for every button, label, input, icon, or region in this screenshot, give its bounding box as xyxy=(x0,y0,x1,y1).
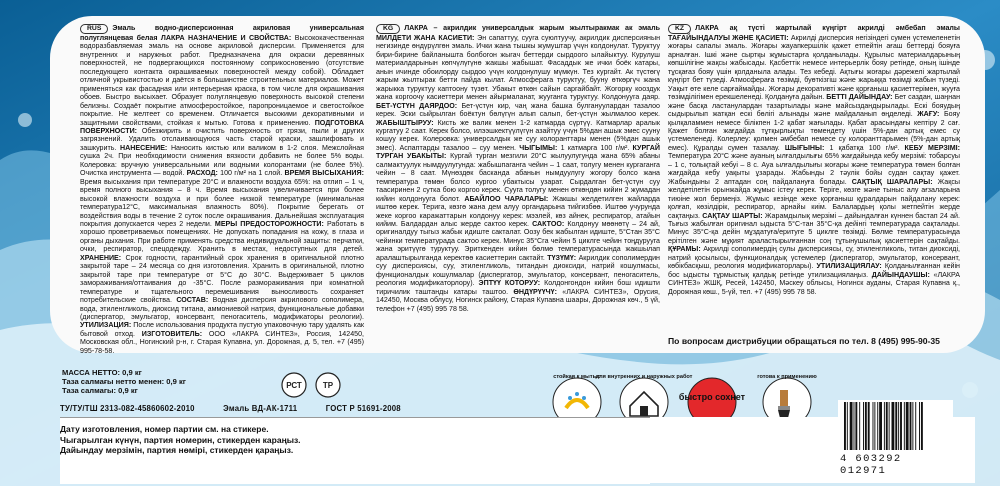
heading-disposal-ru: УТИЛИЗАЦИЯ: xyxy=(80,321,132,330)
heading-prep-kg: БЕТ-ҮСТҮН ДАЯРДОО: xyxy=(376,101,458,110)
barcode-bar xyxy=(844,402,846,450)
heading-manufacturer-ru: ИЗГОТОВИТЕЛЬ: xyxy=(141,329,203,338)
fast-drying-label: быстро сохнет xyxy=(678,392,746,402)
barcode-bar xyxy=(886,402,888,450)
heading-storage-kg: САКТОО: xyxy=(532,219,565,228)
text-panel xyxy=(50,16,985,353)
barcode-bar xyxy=(847,402,848,450)
text-storage-ru: Срок годности, гарантийный срок хранения в оригинальной плотно закрытой таре – 24 месяца со дня изготовления. Хранить в оригинальной, плотно закрытой таре при температуре от 5°С до 30°С. Выдерживает 5 циклов замораживания/оттаивания до -35°С. После размораживания при комнатной температуре и тщательного перемешивания выносливость сохраняет потребительские свойства. xyxy=(80,253,364,305)
barcode-bar xyxy=(900,402,902,450)
wash-resistant-label: стойкая к мытью xyxy=(553,374,601,380)
text-prep-kg: Бет-үстүн кир, чаң жана башка булгануулардан тазалоо керек. Эски сыйрылган боёктун бөлүгүн алып салып, бет-үстүн жылмалоо керек. xyxy=(376,101,660,119)
barcode xyxy=(838,400,953,477)
heading-disposal-kg: ЭПТҮҮ КОТОРУУ: xyxy=(478,279,541,288)
heading-apply-kz: ЖАҒУ: xyxy=(917,110,940,119)
barcode-bar xyxy=(850,402,853,450)
heading-disposal-kz: УТИЛИЗАЦИЯЛАУ: xyxy=(816,262,882,271)
barcode-bar xyxy=(892,402,895,450)
heading-manufacturer-kz: ДАЙЫНДАУШЫ: xyxy=(871,270,930,279)
text-usage-kz: 1 қабатқа 100 г/м². xyxy=(829,143,900,152)
heading-dry-ru: ВРЕМЯ ВЫСЫХАНИЯ: xyxy=(284,169,364,178)
text-composition-kz: Акрилді сополимердің сулы дисперсиясы, су, этиленгликоль, титан диоксиді, натрий қосылысы, функционалдық үстемелер (диспергатор, эмульгатор, консервант, көбікбасқыш, реология модификаторлары). xyxy=(668,245,960,271)
text-disposal-kg: Колдонгондон кийин бош идишти тиричилик таштанды катары таштоо. xyxy=(376,279,660,296)
text-dry-kg: Кургай турган мезгили 20°С жылуулугунда жана 65% абаны салмактуулук нымдуулугунда: жабышпаганга чейин – 1 саат, толугу менен кургаганга чейин – 8 саат. Мүнөздөк басканда абанын нымдуулугу жогору болсо жана температура төмөн болсо кургоо убактысы узарат. Сырдалган бет-үстүн суу таасиринен 2 сутка бою коргоо керек. Сууга толугу менен өткөндөн кийин 2 жумадан кийин колдонууга болот. xyxy=(376,152,660,203)
barcode-bar xyxy=(877,402,878,450)
column-kazakh xyxy=(668,24,960,296)
barcode-number: 4 603292 012971 xyxy=(840,453,902,477)
batch-info-ru: Дату изготовления, номер партии см. на стикере. xyxy=(60,424,269,434)
barcode-bar xyxy=(906,402,909,450)
text-apply-ru: Наносить кистью или валиком в 1-2 слоя. Межслойная сушка 2ч. При необходимости снижения вязкости добавить не более 5% воды. Колеровка: вручную универсальными или водными колорантами (не более 5%). Очистка инструмента — водой. xyxy=(80,143,364,178)
heading-purpose-ru: НАЗНАЧЕНИЕ И СВОЙСТВА: xyxy=(188,34,292,42)
net-weight-kg: Таза салмағы нетто менен: 0,9 кг xyxy=(62,377,186,386)
barcode-bar xyxy=(910,402,912,450)
text-manufacturer-kg: «ЛАКРА СИНТЕЗ», Орусия, 142450, Москва облусу, Ногинск району, Старая Купавна шаары, Дорожная көч., 5 үй, телефон +7 (495) 995 78 58. xyxy=(376,287,660,313)
column-kyrgyz xyxy=(376,24,660,313)
certification-marks xyxy=(280,370,350,400)
text-storage-kz: Жарамдылық мерзімі – дайындалған күннен бастап 24 ай. Тығыз жабылған оригинал ыдыста 5°С-тан 35°С-қа дейінгі температурада сақталады. Минус 35°С-қа дейін мұздатуға/еритуге 5 циклге төзімді. Бөлме температурасында ерітілген және мұқият араластырылғаннан соң тұтынушылық қасиеттерін сақтайды. xyxy=(668,211,960,245)
tr-mark-icon xyxy=(316,373,340,397)
language-tag-kz: KZ xyxy=(668,24,691,34)
tr-mark-label: ТР xyxy=(322,381,334,390)
barcode-bar xyxy=(912,402,913,450)
text-manufacturer-kz: «ЛАКРА СИНТЕЗ» ЖШҚ, Ресей, 142450, Мәскеу облысы, Ногинск ауданы, Старая Купавна қ., Дорожная көш., 5-үй, тел. +7 (495) 995 78 58. xyxy=(668,270,960,296)
indoor-outdoor-label: для внутренних и наружных работ xyxy=(595,374,693,380)
text-prep-kz: Бет саздан, шаңнан және басқа ластанулардан тазартылады және майсыздандырылады. Ескі бояудың сыдырылып жатқан ескі бөлігі алынады және майдаланып өңделеді. xyxy=(668,93,960,119)
heading-apply-kg: ЖАБЫШТЫРУУ: xyxy=(376,118,434,127)
barcode-bar xyxy=(898,402,899,450)
heading-prep-kz: БЕТТІ ДАЙЫНДАУ: xyxy=(826,93,893,102)
barcode-bar xyxy=(874,402,875,450)
barcode-bar xyxy=(865,402,867,450)
heading-usage-kg: ЧЫГЫМЫ: xyxy=(519,143,558,152)
text-safety-kg: Жакшы желдетилген жайларда иштөө керек. Терига, көзгө жана дем алуу органдарына тийгизбөө. Иштөө учурунда жеке коргоо каражаттарын колдонуу керек: мээлей, көз айнек, респиратор, атайын кийим. Балдардан алыс жерде сактоо керек. xyxy=(376,194,660,228)
text-purpose-kz: Акрилді дисперсия негізіндегі сумен үстемеленетін жоғары сапалы эмаль. Жоғары жауапкершілік қажет етпейтін ағаш беттерді бояуға арналған. Ішкі және сыртқы жұмыстарға қолданылады. Құрылыс материалдарының көпшілігіне жақсы жабысады. Қасбеттік немесе интерьерлік бояу ретінде, оның ішінде тұсқағаз бояу үшін қолданыла алады. Тез кебеді. Ақтығы жоғары дәрежелі жартылай күңгірт бет түзеді. Атмосфераға төзімді, буөткізгіш және жарыққа төзімді жабын түзеді. Уақыт өте келе сарғаймайды. Жоғары декоративті және қорғаныш қасиеттерімен, жууға төзімділігімен ерекшеленеді. Қолдануға дайын. xyxy=(668,34,960,102)
heading-purpose-kz: ТАҒАЙЫНДАЛУЫ ЖӘНЕ ҚАСИЕТІ: xyxy=(668,34,789,42)
net-weight-ru: МАССА НЕТТО: 0,9 кг xyxy=(62,368,142,377)
heading-safety-kg: АБАЙЛОО ЧАРАЛАРЫ: xyxy=(464,194,549,203)
text-dry-kz: Температура 20°С және ауаның ылғалдылығы 65% жағдайында кебу мерзімі: тобарсуы – 1 с, толықтай кебуі – 8 с. Ауа ылғалдылығы жоғары және температура төмен болған жағдайда кебу уақыты ұзарады. Жабынды 2 тәулік бойы судан сақтау қажет. Жабындыны 2 аптадан соң пайдалануға болады. xyxy=(668,152,960,186)
heading-safety-kz: САҚТЫҚ ШАРАЛАРЫ: xyxy=(851,177,933,186)
net-weight-kz: Таза салмагы: 0,9 кг xyxy=(62,386,138,395)
heading-composition-kg: ТҮЗҮМҮ: xyxy=(547,253,577,262)
batch-info-kz: Дайындау мерзімін, партия нөмірі, стикерден қараңыз. xyxy=(60,445,294,456)
language-tag-rus: RUS xyxy=(80,24,108,34)
title-kz: ЛАКРА ақ түсті жартылай күңгірт акрилді әмбебап эмалы xyxy=(695,24,960,32)
barcode-bar xyxy=(904,402,905,450)
text-storage-kg: Колдонуу мөөнөтү – 24 ай, оригиналдуу тыгыз жабык идиште сакталат. Оозу бек жабылган идиште, 5°Стан 35°С чейинки температурада сактоо керек. Минус 35°Сга чейин 5 циклге чейин тоңдурууга жана эритүүгө туруктуу. Эриткенден кийин бөлмө температурасында жакшылап аралаштырылганда керектөө касиеттерин сактайт. xyxy=(376,219,660,262)
text-safety-kz: Жақсы желдетілетін орынжайда жұмыс істеу керек. Теріге, көзге және тыныс алу ағзаларына тиюіне жол бермеңіз. Жұмыс кезінде жеке қорғаныш құралдарын пайдалану керек: қолғап, көзілдірік, респиратор, арнайы киім. Балалардың қолы жетпейтін жерде сақтаңыз. xyxy=(668,177,960,220)
barcode-bar xyxy=(863,402,864,450)
heading-safety-ru: МЕРЫ ПРЕДОСТОРОЖНОСТИ: xyxy=(214,219,324,228)
language-tag-kg: KG xyxy=(376,24,400,34)
text-prep-ru: Обезжирить и очистить поверхность от грязи, пыли и других загрязнений. Удалить отслаивающуюся часть старой краски, зашлифовать и зашкурить. xyxy=(80,126,364,152)
barcode-bar xyxy=(921,402,923,450)
heading-purpose-kg: МИЛДЕТИ ЖАНА КАСИЕТИ: xyxy=(376,34,475,42)
heading-usage-ru: РАСХОД: xyxy=(186,169,218,178)
text-disposal-ru: После использования продукта пустую упаковочную тару удалять как бытовой отход. xyxy=(80,321,364,338)
text-apply-kg: Кисть же валик менен 1-2 катмарда сүртүү. Катмарлар аралык кургатуу 2 саат. Керек болсо, илээшкектүүлүгүн азайтуу үчүн 5%дан ашык эмес сууну кошуу керек. Колеровка: универсалдык же суу колоранттары менен (5%дан ашык эмес). Аспаптарды тазалоо – суу менен. xyxy=(376,118,660,152)
text-usage-ru: 100 г/м² на 1 слой. xyxy=(220,169,283,178)
barcode-bar xyxy=(919,402,920,450)
barcode-bar xyxy=(915,402,916,450)
barcode-bar xyxy=(895,402,897,450)
barcode-bars xyxy=(838,400,953,452)
heading-prep-ru: ПОДГОТОВКА ПОВЕРХНОСТИ: xyxy=(80,118,364,135)
barcode-bar xyxy=(889,402,890,450)
barcode-bar xyxy=(854,402,855,450)
heading-composition-kz: ҚҰРАМЫ: xyxy=(668,245,701,254)
heading-manufacturer-kg: ӨНДҮРҮҮЧҮ: xyxy=(513,287,557,296)
barcode-bar xyxy=(859,402,860,450)
tu-code: ТУ/ТУ/ТШ 2313-082-45860602-2010 xyxy=(60,404,195,413)
enamel-code: Эмаль ВД-АК-1711 xyxy=(223,404,298,413)
batch-info-kg: Чыгарылган күнүн, партия номерин, стикерден караңыз. xyxy=(60,434,301,445)
text-usage-kg: 1 катмарга 100 г/м². xyxy=(560,143,630,152)
title-kg: ЛАКРА – акрилдик универсалдык жарым жылтыракмак ак эмаль xyxy=(404,24,660,32)
text-disposal-kz: Қолданылғаннан кейін бос ыдысты тұрмыстық қалдық ретінде утилизациялаңыз. xyxy=(668,262,960,279)
pct-mark-label: РСТ xyxy=(286,381,302,390)
text-composition-ru: Водная дисперсия акрилового сополимера, вода, этиленгликоль, диоксид титана, аммониевой натрия, функциональные добавки (диспергатор, эмульгатор, консервант, пеногаситель, модификаторы реологии). xyxy=(80,296,364,321)
text-composition-kg: Акрилдик сополимердин суу дисперсиясы, суу, этиленгликоль, титандын диоксиди, натрий кошулмасы, функционалдык кошулмалар (диспергатор, эмульгатор, консервант, пеногаситель, реология модификаторлору). xyxy=(376,253,660,288)
text-safety-ru: Работать в хорошо проветриваемых помещениях. Не допускать попадания на кожу, в глаза и органы дыхания. При работе применять средства индивидуальной защиты: перчатки, очки, респиратор, спецодежду. Хранить в местах, недоступных для детей. xyxy=(80,219,364,254)
column-russian xyxy=(80,24,364,355)
heading-dry-kg: КУРГАЙ ТУРГАН УБАКЫТЫ: xyxy=(376,143,660,161)
gost-code: ГОСТ Р 51691-2008 xyxy=(325,404,401,413)
barcode-bar xyxy=(884,402,885,450)
pct-mark-icon xyxy=(282,373,306,397)
distribution-contact: По вопросам дистрибуции обращаться по тел. 8 (495) 995-90-35 xyxy=(668,336,940,346)
text-purpose-ru: Высококачественная водоразбавляемая эмаль на основе акриловой дисперсии. Применяется для внутренних и наружных работ. Предназначена для окраски деревянных поверхностей, не подвергающихся постоянному соприкосновению (отсутствие последующего контакта окрашиваемых поверхностей между собой). Обладает отличной укрывистостью и даётся в большинстве строительных материалов. Может применяться как фасадная или интерьерная краска, в том числе для окрашивания обоев. Быстро высыхает. Образует полуглянцевую поверхность высокой степени белизны. Создаёт покрытие атмосферостойкое, паропроницаемое и светостойкое покрытие. Не желтеет со временем. Отличается высокими декоративными и защитными свойствами, стойкая к мытью. Готова к применению. xyxy=(80,34,364,127)
standards-line xyxy=(60,404,427,413)
ready-to-use-label: готова к применению xyxy=(757,374,817,380)
heading-apply-ru: НАНЕСЕНИЕ: xyxy=(120,143,168,152)
text-purpose-kg: Эн сапаттуу, сууга суюлтуучу, акрилдик дисперсиянын негизинде өндүрүлгөн эмаль. Ички жана тышкы жумуштар үчүн колдонулат. Туруктуу бири-бирине байланышта болбогон жыгач беттерди сырдоого ылайыктуу. Курулуш материалдарынын көпчүлүгүнө жакшы жабышат. Фасаддык же ички боёк катары, анын ичинде обоилорду сырдоо үчүн колдонулушу мүмкүн. Тез кургайт. Ак түстөгү жарым жылтырак бетти пайда кылат. Атмосферага туруктуу, бууну өткөргүч жана жарыкка туруктуу каптоону түзөт. Убакыт өткөн сайын саргайбайт. Жогорку кооздук жана коргоочу касиеттери менен айырмаланат, жууганга туруктуу. Колдонууга даяр. xyxy=(376,34,660,102)
barcode-bar xyxy=(868,402,870,450)
heading-composition-ru: СОСТАВ: xyxy=(176,296,209,305)
barcode-bar xyxy=(873,402,874,450)
title-ru: Эмаль водно-дисперсионная акриловая универсальная полуглянцевая белая ЛАКРА xyxy=(80,24,364,42)
heading-usage-kz: ШЫҒЫНЫ: xyxy=(784,143,825,152)
heading-storage-ru: ХРАНЕНИЕ: xyxy=(80,253,122,262)
net-weight-block xyxy=(62,368,186,395)
heading-dry-kz: КЕБУ МЕРЗІМІ: xyxy=(904,143,960,152)
barcode-bar xyxy=(879,402,882,450)
text-manufacturer-ru: ООО «ЛАКРА СИНТЕЗ», Россия, 142450, Московская обл., Ногинский р-н, г. Старая Купавна, ул. Дорожная, д. 5, тел. +7 (495) 995-78-58. xyxy=(80,329,365,355)
barcode-bar xyxy=(855,402,857,450)
text-apply-kz: Бояу қылқаламмен немесе білікпен 1-2 қабат жағылады. Қабат арасындағы кептіру 2 сағ. Қажет болған жағдайда тұтқырлықты төмендету үшін 5%-дан артық емес су үстемеленеді. Колерлеу: қолмен әмбебап немесе су колоранттарымен (5%-дан артық емес). Құралды сумен тазалау. xyxy=(668,110,960,152)
heading-storage-kz: САҚТАУ ШАРТЫ: xyxy=(702,211,763,220)
text-dry-ru: Время высыхания при температуре 20°С и влажности воздуха 65%: на отлип – 1 ч, время полного высыхания – 8 ч. Время высыхания увеличивается при более высокой влажности воздуха и при более низкой температуре (минимальная температура12°С, максимальная влажность 80%). Покрытие берегать от воздействия воды в течение 2 суток после окрашивания. Дальнейшая эксплуатация покрытия допускается через 2 недели. xyxy=(80,177,364,228)
batch-info-box xyxy=(60,417,650,484)
